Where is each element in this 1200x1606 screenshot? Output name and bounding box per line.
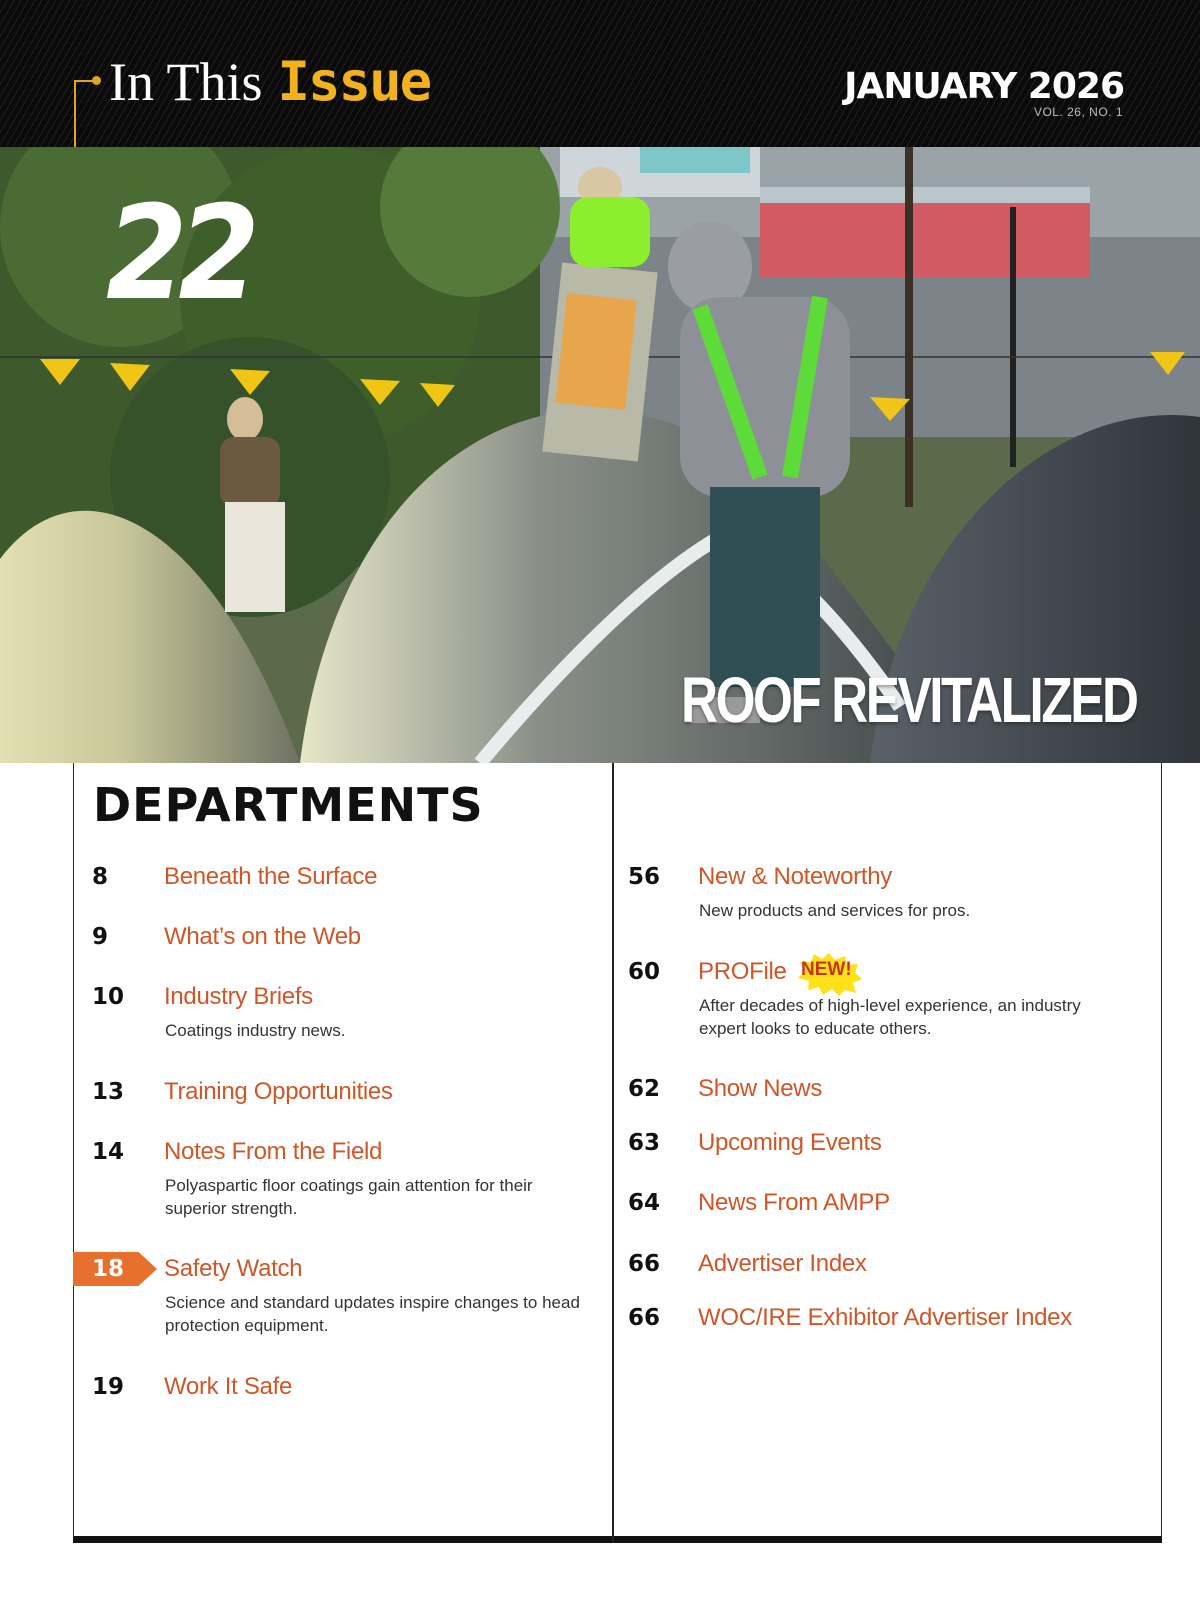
section-title-prefix: In This xyxy=(109,52,263,112)
toc-title-link[interactable]: Show News xyxy=(698,1075,823,1102)
toc-page-number: 63 xyxy=(628,1130,661,1156)
toc-page-number: 62 xyxy=(628,1076,661,1102)
toc-title-link[interactable]: WOC/IRE Exhibitor Advertiser Index xyxy=(698,1304,1072,1331)
toc-title-link[interactable]: Industry Briefs xyxy=(164,983,313,1010)
toc-description: After decades of high-level experience, an industry expert looks to educate others. xyxy=(699,996,1081,1038)
toc-page-number: 14 xyxy=(92,1139,125,1165)
cover-story-page-number: 22 xyxy=(106,177,251,329)
toc-title-link[interactable]: Advertiser Index xyxy=(698,1250,867,1277)
toc-title-link[interactable]: Beneath the Surface xyxy=(164,863,378,890)
toc-title-link[interactable]: New & Noteworthy xyxy=(698,863,892,890)
toc-page-number: 13 xyxy=(92,1079,125,1105)
toc-title-link[interactable]: What’s on the Web xyxy=(164,923,361,950)
toc-description: New products and services for pros. xyxy=(699,901,971,920)
toc-page-number: 56 xyxy=(628,864,661,890)
toc-page-number: 19 xyxy=(92,1374,125,1400)
toc-page-number: 66 xyxy=(628,1251,661,1277)
toc-page-number: 8 xyxy=(92,864,109,890)
departments-heading: DEPARTMENTS xyxy=(93,778,484,832)
toc-page-number: 66 xyxy=(628,1305,661,1331)
toc-title-link[interactable]: Upcoming Events xyxy=(698,1129,882,1156)
toc-description: Coatings industry news. xyxy=(165,1021,346,1040)
column-divider xyxy=(612,763,614,1543)
section-title xyxy=(109,50,430,114)
header-bracket-line xyxy=(74,80,76,147)
toc-title-link[interactable]: Notes From the Field xyxy=(164,1138,383,1165)
cover-story-title[interactable]: ROOF REVITALIZED xyxy=(681,664,1137,736)
toc-page-number: 18 xyxy=(92,1256,125,1282)
toc-page-number: 9 xyxy=(92,924,109,950)
toc-title-link[interactable]: Work It Safe xyxy=(164,1373,293,1400)
toc-description: Science and standard updates inspire changes to head protection equipment. xyxy=(165,1293,580,1335)
header-bracket-dot xyxy=(92,76,101,85)
toc-description: Polyaspartic floor coatings gain attention for their superior strength. xyxy=(165,1176,533,1218)
toc-page-number: 64 xyxy=(628,1190,661,1216)
toc-page-number: 60 xyxy=(628,959,661,985)
toc-title-link[interactable]: PROFile xyxy=(698,958,787,985)
issue-header xyxy=(0,0,1200,147)
toc-page-number: 10 xyxy=(92,984,125,1010)
section-title-emphasis: Issue xyxy=(277,50,431,113)
toc-title-link[interactable]: Training Opportunities xyxy=(164,1078,393,1105)
toc-title-link[interactable]: Safety Watch xyxy=(164,1255,303,1282)
toc-title-link[interactable]: News From AMPP xyxy=(698,1189,890,1216)
issue-date: JANUARY 2026 xyxy=(844,66,1124,107)
issue-volume: VOL. 26, NO. 1 xyxy=(1033,105,1123,119)
new-badge-label: NEW! xyxy=(801,959,852,980)
